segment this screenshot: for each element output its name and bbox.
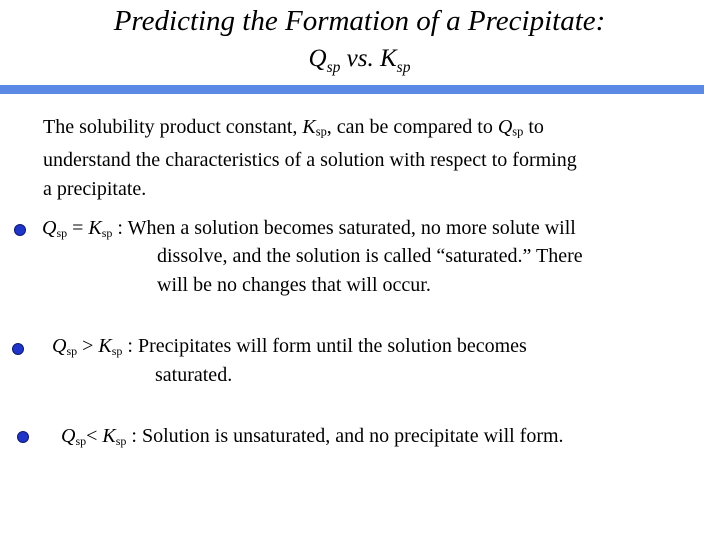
title-q-subscript: sp	[326, 58, 341, 76]
bullet-less-line-1: Qsp< Ksp : Solution is unsaturated, and no precipitate will form.	[61, 425, 564, 448]
intro-line-3: a precipitate.	[43, 178, 147, 201]
bullet-equal-line-2: dissolve, and the solution is called “saturated.” There	[157, 245, 583, 267]
intro-line-1: The solubility product constant, Ksp, can be compared to Qsp to	[43, 116, 544, 139]
intro-q-subscript: sp	[512, 124, 524, 139]
intro-paragraph	[43, 113, 703, 204]
bullet-dot-less	[17, 431, 29, 443]
bullet-equal-line-1: Qsp = Ksp : When a solution becomes saturated, no more solute will	[42, 217, 576, 240]
title-q: Q	[308, 45, 327, 72]
condition-equal: Qsp = Ksp	[42, 217, 113, 240]
title-divider-bar	[0, 85, 704, 94]
bullet-greater-line-1: Qsp > Ksp : Precipitates will form until the solution becomes	[52, 335, 527, 358]
intro-q: Q	[497, 116, 513, 138]
bullet-dot-equal	[14, 224, 26, 236]
intro-k: K	[302, 116, 316, 138]
title-k: K	[379, 45, 397, 72]
intro-k-subscript: sp	[315, 124, 327, 139]
bullet-greater-line-2: saturated.	[155, 364, 233, 386]
intro-line-2: understand the characteristics of a solution with respect to forming	[43, 149, 577, 172]
slide-title: Predicting the Formation of a Precipitate:	[113, 5, 606, 37]
title-vs: vs.	[340, 45, 380, 72]
title-k-subscript: sp	[396, 58, 411, 76]
condition-less: Qsp< Ksp	[61, 425, 127, 448]
bullet-equal-line-3: will be no changes that will occur.	[157, 274, 431, 296]
bullet-dot-greater	[12, 343, 24, 355]
slide-subtitle	[0, 44, 719, 83]
condition-greater: Qsp > Ksp	[52, 335, 123, 358]
